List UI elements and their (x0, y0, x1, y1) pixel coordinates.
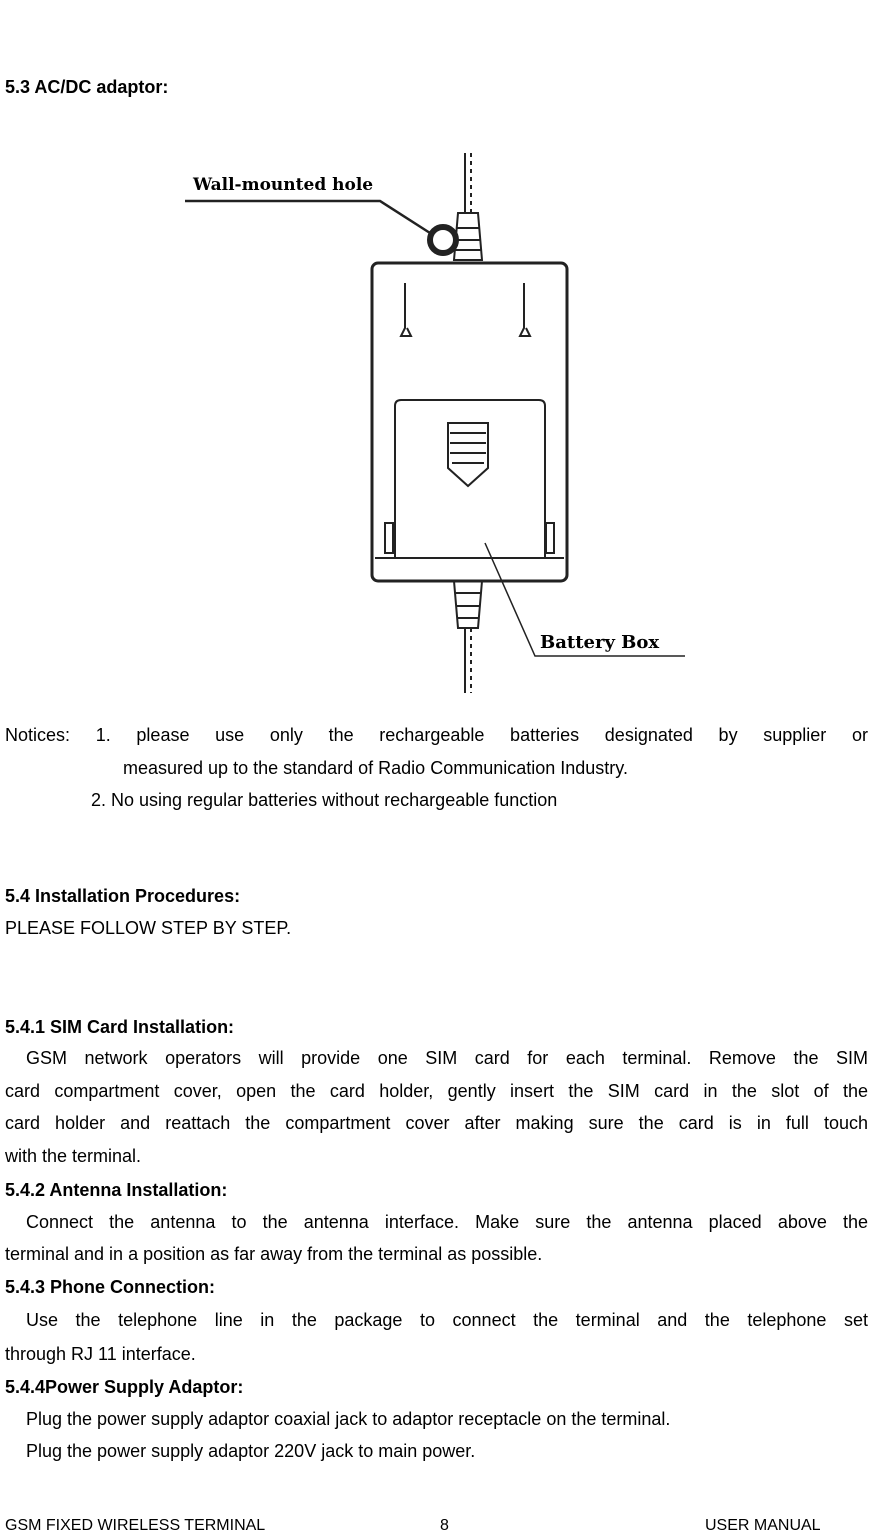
power-paragraph-line: Plug the power supply adaptor 220V jack to main power. (26, 1441, 476, 1461)
section-heading-5-3: 5.3 AC/DC adaptor: (5, 77, 169, 97)
adaptor-diagram (180, 148, 692, 698)
footer-left: GSM FIXED WIRELESS TERMINAL (5, 1517, 266, 1534)
footer-page-number: 8 (440, 1517, 449, 1534)
notice-line-3: 2. No using regular batteries without rechargeable function (91, 790, 558, 810)
battery-box-label: Battery Box (540, 632, 660, 653)
notice-line-2: measured up to the standard of Radio Communication Industry. (123, 758, 628, 778)
wall-mounted-hole-label: Wall-mounted hole (193, 175, 374, 195)
section-heading-5-4-2: 5.4.2 Antenna Installation: (5, 1180, 228, 1200)
sim-paragraph-line: card holder and reattach the compartment cover after making sure the card is in full touch (5, 1113, 868, 1133)
section-heading-5-4-4: 5.4.4Power Supply Adaptor: (5, 1377, 244, 1397)
phone-paragraph-line: Use the telephone line in the package to connect the terminal and the telephone set (26, 1310, 868, 1330)
section-heading-5-4: 5.4 Installation Procedures: (5, 886, 241, 906)
notice-line-1: Notices: 1. please use only the rechargeable batteries designated by supplier or (5, 725, 868, 745)
sim-paragraph-line: card compartment cover, open the card holder, gently insert the SIM card in the slot of the (5, 1081, 868, 1101)
section-subtitle: PLEASE FOLLOW STEP BY STEP. (5, 918, 292, 938)
section-heading-5-4-3: 5.4.3 Phone Connection: (5, 1277, 216, 1297)
sim-paragraph-line: with the terminal. (5, 1146, 142, 1166)
power-paragraph-line: Plug the power supply adaptor coaxial jack to adaptor receptacle on the terminal. (26, 1409, 671, 1429)
phone-paragraph-line: through RJ 11 interface. (5, 1344, 196, 1364)
antenna-paragraph-line: Connect the antenna to the antenna interface. Make sure the antenna placed above the (26, 1212, 868, 1232)
footer-right: USER MANUAL (705, 1517, 821, 1534)
section-heading-5-4-1: 5.4.1 SIM Card Installation: (5, 1017, 235, 1037)
sim-paragraph-line: GSM network operators will provide one SIM card for each terminal. Remove the SIM (26, 1048, 868, 1068)
antenna-paragraph-line: terminal and in a position as far away from the terminal as possible. (5, 1244, 543, 1264)
